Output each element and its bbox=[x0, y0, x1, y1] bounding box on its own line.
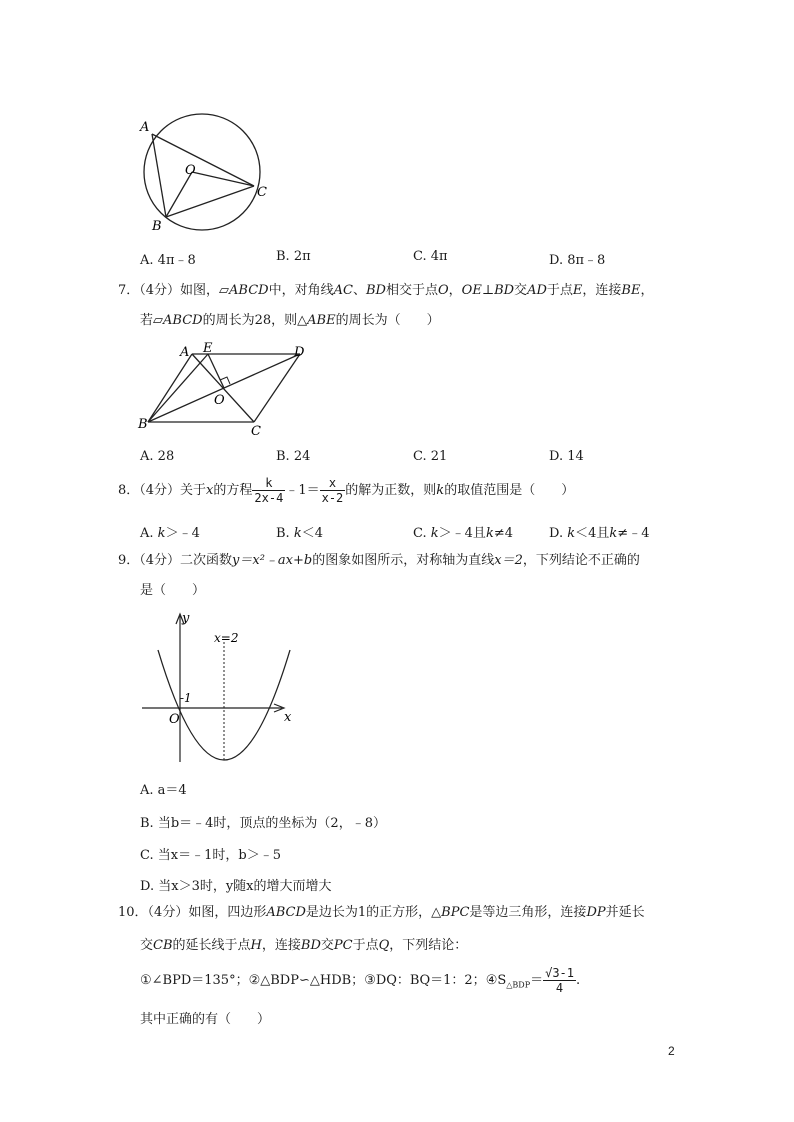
fraction-x-over-x-2 bbox=[320, 476, 346, 505]
text: 是等边三角形，连接 bbox=[469, 905, 587, 920]
option-text: ≠4 bbox=[493, 526, 513, 541]
q10-stem-line1 bbox=[118, 903, 645, 923]
q7-label-d: D bbox=[294, 345, 305, 360]
q10-stem-line2 bbox=[140, 936, 467, 956]
option-text: 24 bbox=[293, 449, 311, 464]
var-k: k bbox=[609, 526, 618, 541]
q6-label-o: O bbox=[185, 163, 196, 178]
question-number: 9．（4分）二次函数 bbox=[118, 553, 233, 568]
q6-label-c: C bbox=[257, 185, 267, 200]
option-text: 当b＝﹣4时，顶点的坐标为（2，﹣8） bbox=[157, 816, 386, 831]
text: 的延长线于点 bbox=[172, 938, 251, 953]
text: 的周长为28，则△ bbox=[202, 313, 308, 328]
q7-label-c: C bbox=[251, 424, 261, 438]
text: ，连接 bbox=[582, 283, 622, 298]
var-abe: ABE bbox=[307, 313, 336, 328]
var-oe: OE bbox=[461, 283, 482, 298]
q6-option-b[interactable] bbox=[276, 249, 311, 264]
fraction-k-over-2x-4 bbox=[252, 476, 285, 505]
numerator: k bbox=[252, 476, 285, 491]
option-text: 14 bbox=[567, 449, 584, 464]
text: 的图象如图所示，对称轴为直线 bbox=[312, 553, 495, 568]
perp-symbol: ⊥ bbox=[481, 283, 495, 298]
var-e: E bbox=[572, 283, 583, 298]
text: 于点 bbox=[352, 938, 379, 953]
var-ac: AC bbox=[333, 283, 353, 298]
option-text: 8π﹣8 bbox=[567, 253, 606, 268]
q9-option-b[interactable] bbox=[140, 812, 386, 831]
text: ④S bbox=[485, 973, 507, 988]
var-ad: AD bbox=[527, 283, 547, 298]
var-dp: DP bbox=[586, 905, 606, 920]
option-text: 28 bbox=[157, 449, 175, 464]
option-letter: B. bbox=[276, 526, 290, 541]
text: ，下列结论： bbox=[389, 938, 468, 953]
text: 其中正确的有（ ） bbox=[140, 1012, 271, 1027]
var-be: BE bbox=[621, 283, 641, 298]
option-letter: C. bbox=[413, 449, 427, 464]
conclusion-2: ②△BDP∽△HDB； bbox=[248, 973, 365, 988]
text: 是边长为1的正方形，△ bbox=[305, 905, 442, 920]
q8-option-c[interactable] bbox=[413, 522, 513, 541]
q7-stem-line1 bbox=[118, 281, 653, 301]
option-letter: A. bbox=[140, 449, 154, 464]
option-text: ＞﹣4 bbox=[165, 526, 200, 541]
q7-parallelogram-figure bbox=[132, 338, 322, 438]
q7-stem-line2 bbox=[140, 311, 440, 331]
var-abcd: ABCD bbox=[229, 283, 269, 298]
var-h: H bbox=[250, 938, 262, 953]
q6-option-d[interactable] bbox=[549, 249, 605, 268]
q9-minus1-label: -1 bbox=[180, 691, 192, 705]
var-pc: PC bbox=[333, 938, 353, 953]
var-q: Q bbox=[378, 938, 390, 953]
text: 的周长为（ ） bbox=[335, 313, 440, 328]
var-k: k bbox=[567, 526, 576, 541]
text: 的解为正数，则 bbox=[345, 483, 437, 498]
text: 若 bbox=[140, 313, 154, 328]
option-letter: A. bbox=[140, 526, 154, 541]
q9-option-c[interactable] bbox=[140, 844, 281, 863]
q8-stem bbox=[118, 476, 574, 505]
text: 、 bbox=[352, 283, 366, 298]
text: ， bbox=[448, 283, 462, 298]
var-bd: BD bbox=[365, 283, 386, 298]
q8-option-d[interactable] bbox=[549, 522, 649, 541]
text: ＝ bbox=[530, 973, 544, 988]
option-letter: D. bbox=[140, 879, 155, 894]
q9-origin-label: O bbox=[169, 712, 180, 727]
option-text: a＝4 bbox=[157, 783, 187, 798]
text: . bbox=[576, 973, 581, 988]
text: 并延长 bbox=[605, 905, 645, 920]
parallelogram-symbol: ▱ bbox=[153, 313, 164, 328]
option-letter: B. bbox=[276, 249, 290, 264]
option-letter: D. bbox=[549, 449, 564, 464]
var-k: k bbox=[485, 526, 494, 541]
q6-label-b: B bbox=[152, 219, 162, 234]
q8-option-b[interactable] bbox=[276, 522, 323, 541]
q7-label-e: E bbox=[203, 341, 213, 356]
question-number: 7．（4分）如图， bbox=[118, 283, 220, 298]
text: 交 bbox=[514, 283, 528, 298]
var-abcd: ABCD bbox=[266, 905, 306, 920]
text: 于点 bbox=[546, 283, 573, 298]
text: ，连接 bbox=[261, 938, 301, 953]
subscript: △BDP bbox=[506, 980, 531, 990]
q7-option-c[interactable] bbox=[413, 449, 447, 464]
text: 的方程 bbox=[213, 483, 253, 498]
option-text: ＜4 bbox=[301, 526, 323, 541]
var-abcd: ABCD bbox=[163, 313, 203, 328]
q7-label-a: A bbox=[180, 345, 190, 360]
denominator: 4 bbox=[555, 981, 564, 995]
option-text: 2π bbox=[293, 249, 311, 264]
option-letter: D. bbox=[549, 526, 564, 541]
text: 的取值范围是（ ） bbox=[444, 483, 575, 498]
option-text: ≠﹣4 bbox=[617, 526, 650, 541]
q8-option-a[interactable] bbox=[140, 522, 200, 541]
numerator: x bbox=[320, 476, 346, 491]
text: 中，对角线 bbox=[268, 283, 334, 298]
axis-equation: x＝2 bbox=[494, 553, 523, 568]
parallelogram-symbol: ▱ bbox=[219, 283, 230, 298]
q6-circle-figure bbox=[130, 100, 280, 235]
var-bd: BD bbox=[494, 283, 515, 298]
var-bd: BD bbox=[300, 938, 321, 953]
q6-option-a[interactable] bbox=[140, 249, 196, 268]
conclusion-1: ①∠BPD＝135°； bbox=[140, 973, 249, 988]
q10-conclusions bbox=[140, 966, 580, 1001]
var-o: O bbox=[437, 283, 449, 298]
numerator: √3-1 bbox=[545, 966, 574, 980]
text: 交 bbox=[140, 938, 154, 953]
option-letter: B. bbox=[140, 816, 154, 831]
question-number: 8．（4分）关于 bbox=[118, 483, 207, 498]
q9-stem-line2 bbox=[140, 581, 205, 601]
option-text: 21 bbox=[430, 449, 448, 464]
q9-stem-line1 bbox=[118, 551, 640, 571]
denominator: x-2 bbox=[321, 491, 344, 505]
var-k: k bbox=[293, 526, 302, 541]
q6-option-c[interactable] bbox=[413, 249, 448, 264]
var-bpc: BPC bbox=[441, 905, 470, 920]
option-text: 4π bbox=[430, 249, 448, 264]
question-number: 10．（4分）如图，四边形 bbox=[118, 905, 267, 920]
option-letter: A. bbox=[140, 253, 154, 268]
text: ，下列结论不正确的 bbox=[522, 553, 640, 568]
q7-option-a[interactable] bbox=[140, 449, 174, 464]
option-text: ＞﹣4且 bbox=[438, 526, 486, 541]
option-text: ＜4且 bbox=[575, 526, 610, 541]
denominator: 2x-4 bbox=[254, 491, 284, 505]
option-letter: B. bbox=[276, 449, 290, 464]
text: 是（ ） bbox=[140, 583, 206, 598]
q9-symmetry-label: x=2 bbox=[214, 631, 239, 645]
q10-stem-line4 bbox=[140, 1010, 270, 1030]
conclusion-4 bbox=[485, 966, 581, 995]
fraction-sqrt3-minus1-over4 bbox=[543, 966, 576, 995]
var-cb: CB bbox=[153, 938, 173, 953]
q9-parabola-figure bbox=[140, 602, 300, 772]
q7-option-b[interactable] bbox=[276, 449, 310, 464]
option-letter: D. bbox=[549, 253, 564, 268]
q9-y-axis-label: y bbox=[182, 611, 190, 626]
var-k: k bbox=[436, 483, 445, 498]
text: ， bbox=[640, 283, 654, 298]
var-x: x bbox=[206, 483, 214, 498]
q7-label-o: O bbox=[214, 393, 225, 408]
q7-option-d[interactable] bbox=[549, 449, 584, 464]
option-text: 当x＝﹣1时，b＞﹣5 bbox=[157, 848, 281, 863]
q6-label-a: A bbox=[140, 120, 150, 135]
q9-option-a[interactable] bbox=[140, 779, 187, 798]
text: 交 bbox=[320, 938, 334, 953]
text: ﹣1＝ bbox=[285, 483, 320, 498]
text: 相交于点 bbox=[385, 283, 438, 298]
option-letter: C. bbox=[413, 526, 427, 541]
option-letter: A. bbox=[140, 783, 154, 798]
option-letter: C. bbox=[413, 249, 427, 264]
var-k: k bbox=[157, 526, 166, 541]
option-text: 4π﹣8 bbox=[157, 253, 196, 268]
q9-option-d[interactable] bbox=[140, 875, 332, 894]
option-letter: C. bbox=[140, 848, 154, 863]
q7-label-b: B bbox=[138, 417, 148, 432]
equation: y＝x²﹣ax+b bbox=[232, 553, 313, 568]
q9-x-axis-label: x bbox=[284, 710, 292, 725]
option-text: 当x＞3时，y随x的增大而增大 bbox=[158, 879, 332, 894]
var-k: k bbox=[430, 526, 439, 541]
conclusion-3: ③DQ：BQ＝1：2； bbox=[364, 973, 486, 988]
page-number: 2 bbox=[668, 1044, 675, 1058]
